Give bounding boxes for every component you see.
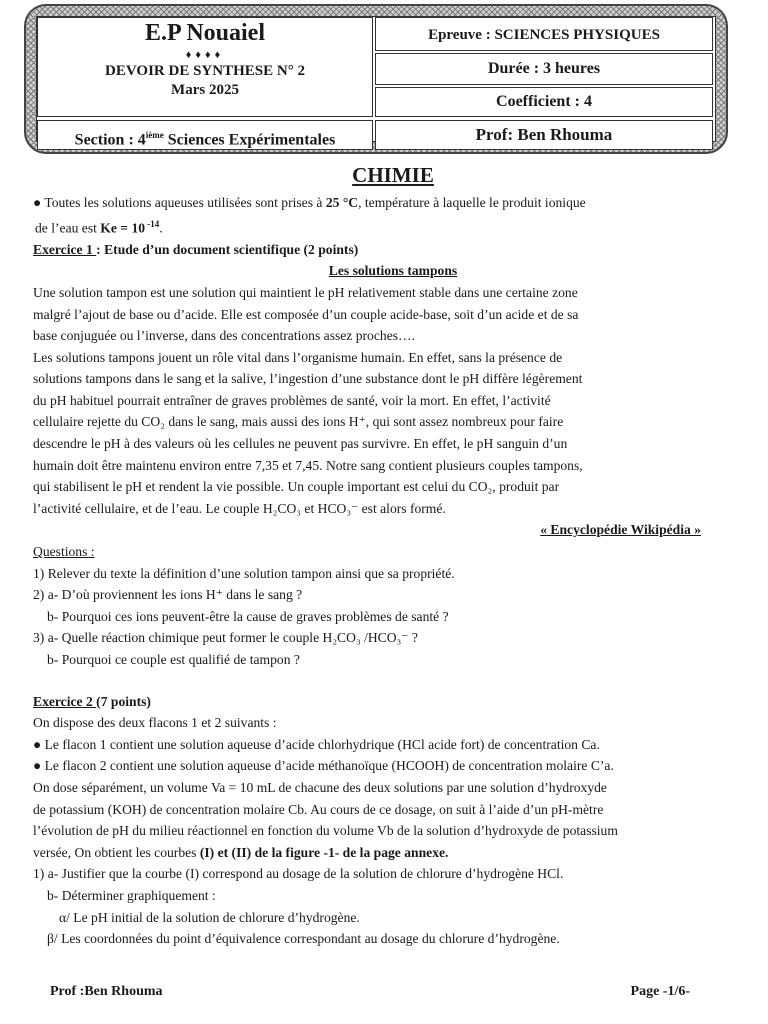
- section-suffix: Sciences Expérimentales: [163, 131, 336, 149]
- doc-line: cellulaire rejette du CO₂ dans le sang, mais aussi des ions H⁺, qui sont assez nombreux pour faire: [33, 414, 564, 430]
- exercise-2-label: Exercice 2: [33, 693, 97, 709]
- exercise-1-title: [33, 239, 753, 261]
- school-name: E.P Nouaiel: [144, 20, 265, 46]
- duration-cell: Durée : 3 heures: [375, 53, 713, 85]
- doc-line: qui stabilisent le pH et rendent la vie possible. Un couple important est celui du CO₂, produit par: [33, 479, 560, 495]
- exam-date: Mars 2025: [171, 82, 239, 98]
- diamond-ornament: ♦♦♦♦: [185, 49, 225, 61]
- doc-line: descendre le pH à des valeurs où les cellules ne peuvent pas survivre. En effet, le pH sanguin d’un: [33, 436, 568, 452]
- ex2-line: On dose séparément, un volume Va = 10 mL de chacune des deux solutions par une solution d’hydroxyde: [33, 779, 607, 795]
- exercise-1-subtitle: : Etude d’un document scientifique (2 points): [96, 241, 359, 257]
- question-item: b- Pourquoi ce couple est qualifié de tampon ?: [47, 652, 300, 667]
- intro-text: de l’eau est: [35, 220, 101, 236]
- doc-line: du pH habituel pourrait entraîner de graves problèmes de santé, voir la mort. En effet, l’activité: [33, 392, 551, 408]
- ke-exponent: -14: [145, 218, 160, 229]
- doc-line: base conjuguée ou l’inverse, dans des concentrations assez proches….: [33, 328, 416, 344]
- header-table: [36, 16, 716, 149]
- intro-line-2: [33, 214, 753, 239]
- doc-line: humain doit être maintenu environ entre 7,35 et 7,45. Notre sang contient plusieurs couples tampons,: [33, 457, 583, 473]
- ex2-line: [33, 842, 753, 864]
- ex2-line: ● Le flacon 2 contient une solution aqueuse d’acide méthanoïque (HCOOH) de concentration molaire C’a.: [33, 758, 614, 774]
- ex2-subquestion: α/ Le pH initial de la solution de chlorure d’hydrogène.: [59, 909, 360, 925]
- ex2-subquestion: β/ Les coordonnées du point d’équivalence correspondant au dosage du chlorure d’hydrogène.: [47, 931, 560, 947]
- question-item: 1) Relever du texte la définition d’une solution tampon ainsi que sa propriété.: [33, 565, 455, 581]
- exercise-1-label: Exercice 1: [33, 241, 97, 257]
- ex2-question: b- Déterminer graphiquement :: [47, 887, 216, 903]
- ke-value: Ke = 10: [100, 220, 146, 236]
- exercise-2-points: (7 points): [96, 693, 151, 709]
- figure-reference: (I) et (II) de la figure -1- de la page annexe.: [199, 844, 449, 860]
- ex2-line: On dispose des deux flacons 1 et 2 suivants :: [33, 715, 277, 731]
- intro-end: .: [159, 220, 163, 236]
- questions-label: Questions :: [33, 544, 95, 560]
- header-frame: [24, 4, 728, 154]
- footer-teacher: Prof :Ben Rhouma: [50, 984, 163, 999]
- intro-text: ● Toutes les solutions aqueuses utilisées sont prises à: [33, 195, 326, 210]
- intro-line-1: [33, 192, 753, 214]
- source-citation: « Encyclopédie Wikipédia »: [540, 522, 701, 538]
- doc-line: l’activité cellulaire, et de l’eau. Le couple H₂CO₃ et HCO₃⁻ est alors formé.: [33, 500, 446, 516]
- section-cell: [37, 120, 373, 150]
- section-prefix: Section : 4: [74, 131, 146, 149]
- document-title: Les solutions tampons: [328, 263, 458, 279]
- section-sup: ième: [145, 130, 164, 140]
- doc-line: Une solution tampon est une solution qui maintient le pH relativement stable dans une certaine zone: [33, 284, 578, 300]
- temperature-value: 25 °C: [325, 195, 359, 210]
- question-item: b- Pourquoi ces ions peuvent-être la cause de graves problèmes de santé ?: [47, 608, 449, 624]
- exam-title: DEVOIR DE SYNTHESE N° 2: [105, 63, 305, 79]
- exercise-2-title: [33, 691, 753, 713]
- spacer: [33, 671, 753, 691]
- subject-cell: Epreuve : SCIENCES PHYSIQUES: [375, 17, 713, 51]
- ex2-text: versée, On obtient les courbes: [33, 844, 200, 860]
- doc-line: malgré l’ajout de base ou d’acide. Elle est composée d’un couple acide-base, soit d’un acide et de sa: [33, 306, 579, 322]
- ex2-line: ● Le flacon 1 contient une solution aqueuse d’acide chlorhydrique (HCl acide fort) de concentration Ca.: [33, 736, 600, 752]
- ex2-line: de potassium (KOH) de concentration molaire Cb. Au cours de ce dosage, on suit à l’aide d’un pH-mètre: [33, 801, 604, 817]
- doc-line: solutions tampons dans le sang et la salive, l’ingestion d’une substance dont le pH diffère légèrement: [33, 371, 583, 387]
- header-school-cell: [37, 17, 373, 117]
- question-item: 3) a- Quelle réaction chimique peut former le couple H₂CO₃ /HCO₃⁻ ?: [33, 630, 418, 646]
- doc-line: Les solutions tampons jouent un rôle vital dans l’organisme humain. En effet, sans la présence de: [33, 349, 563, 365]
- page-number: Page -1/6-: [630, 984, 690, 999]
- intro-text-end: , température à laquelle le produit ionique: [358, 195, 586, 210]
- ex2-question: 1) a- Justifier que la courbe (I) correspond au dosage de la solution de chlorure d’hydrogène HCl.: [33, 866, 564, 882]
- ex2-line: l’évolution de pH du milieu réactionnel en fonction du volume Vb de la solution d’hydroxyde de potassium: [33, 823, 618, 839]
- teacher-cell: Prof: Ben Rhouma: [375, 120, 713, 150]
- question-item: 2) a- D’où proviennent les ions H⁺ dans le sang ?: [33, 587, 303, 603]
- page-content: [33, 162, 753, 950]
- page-footer: [50, 984, 690, 1000]
- coefficient-cell: Coefficient : 4: [375, 87, 713, 117]
- section-title-chimie: CHIMIE: [352, 163, 434, 187]
